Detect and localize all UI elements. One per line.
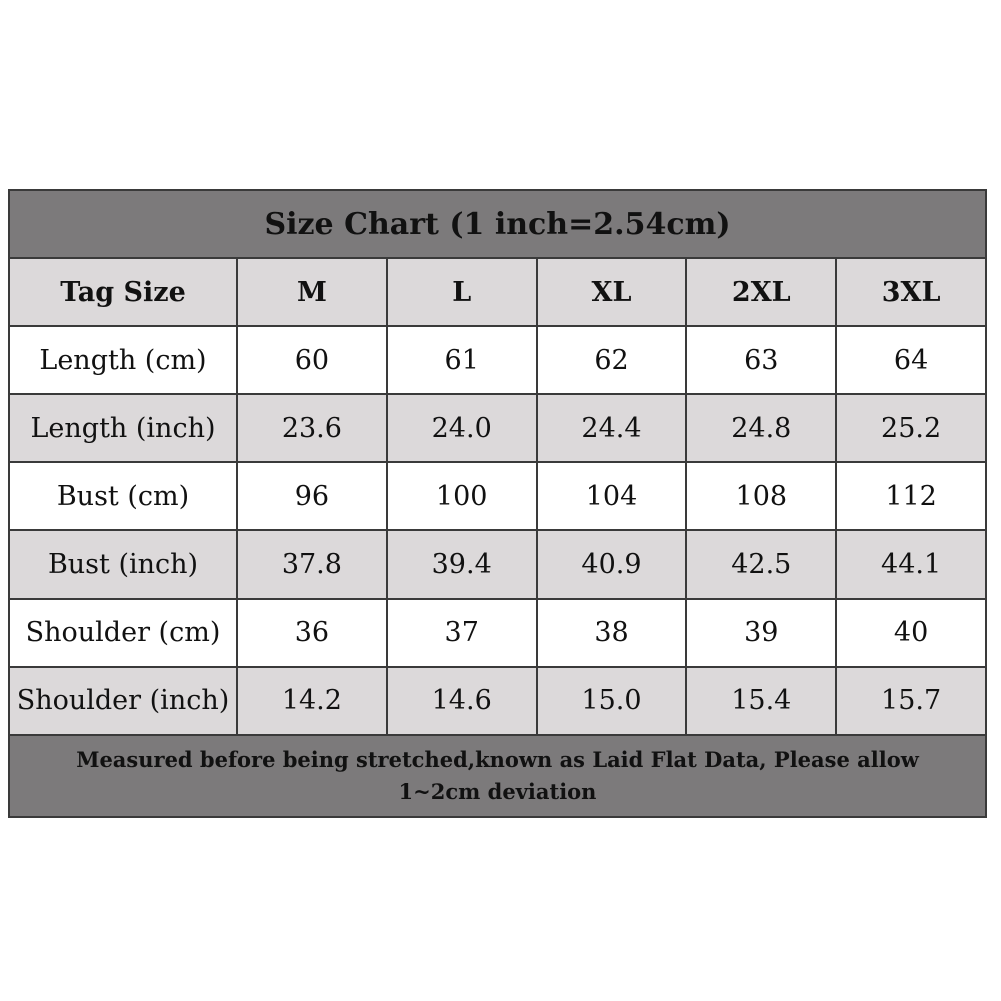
- row-label: Shoulder (inch): [9, 667, 237, 735]
- table-row: [9, 394, 986, 462]
- header-cell-m: M: [237, 258, 387, 326]
- cell-m: 14.2: [237, 667, 387, 735]
- row-label: Shoulder (cm): [9, 599, 237, 667]
- row-label: Length (cm): [9, 326, 237, 394]
- cell-m: 23.6: [237, 394, 387, 462]
- header-cell-3xl: 3XL: [836, 258, 986, 326]
- cell-2xl: 108: [686, 462, 836, 530]
- cell-2xl: 24.8: [686, 394, 836, 462]
- size-chart-table: [8, 189, 987, 818]
- title-row: [9, 190, 986, 258]
- cell-3xl: 112: [836, 462, 986, 530]
- cell-3xl: 15.7: [836, 667, 986, 735]
- note-row: [9, 735, 986, 817]
- cell-3xl: 40: [836, 599, 986, 667]
- table-row: [9, 667, 986, 735]
- cell-xl: 40.9: [537, 530, 687, 598]
- cell-3xl: 25.2: [836, 394, 986, 462]
- cell-xl: 24.4: [537, 394, 687, 462]
- cell-l: 39.4: [387, 530, 537, 598]
- cell-3xl: 44.1: [836, 530, 986, 598]
- cell-xl: 62: [537, 326, 687, 394]
- cell-m: 96: [237, 462, 387, 530]
- header-cell-tag-size: Tag Size: [9, 258, 237, 326]
- table-row: [9, 599, 986, 667]
- header-cell-2xl: 2XL: [686, 258, 836, 326]
- cell-m: 37.8: [237, 530, 387, 598]
- cell-m: 36: [237, 599, 387, 667]
- cell-xl: 104: [537, 462, 687, 530]
- table-row: [9, 326, 986, 394]
- header-row: [9, 258, 986, 326]
- cell-l: 100: [387, 462, 537, 530]
- cell-l: 14.6: [387, 667, 537, 735]
- cell-l: 61: [387, 326, 537, 394]
- cell-2xl: 63: [686, 326, 836, 394]
- cell-xl: 15.0: [537, 667, 687, 735]
- table-row: [9, 462, 986, 530]
- cell-2xl: 42.5: [686, 530, 836, 598]
- row-label: Length (inch): [9, 394, 237, 462]
- row-label: Bust (cm): [9, 462, 237, 530]
- cell-xl: 38: [537, 599, 687, 667]
- cell-3xl: 64: [836, 326, 986, 394]
- header-cell-xl: XL: [537, 258, 687, 326]
- table-row: [9, 530, 986, 598]
- cell-2xl: 39: [686, 599, 836, 667]
- cell-l: 37: [387, 599, 537, 667]
- size-chart-body: [9, 190, 986, 817]
- header-cell-l: L: [387, 258, 537, 326]
- row-label: Bust (inch): [9, 530, 237, 598]
- cell-2xl: 15.4: [686, 667, 836, 735]
- chart-title: Size Chart (1 inch=2.54cm): [9, 190, 986, 258]
- cell-l: 24.0: [387, 394, 537, 462]
- chart-note: Measured before being stretched,known as Laid Flat Data, Please allow 1~2cm deviation: [9, 735, 986, 817]
- cell-m: 60: [237, 326, 387, 394]
